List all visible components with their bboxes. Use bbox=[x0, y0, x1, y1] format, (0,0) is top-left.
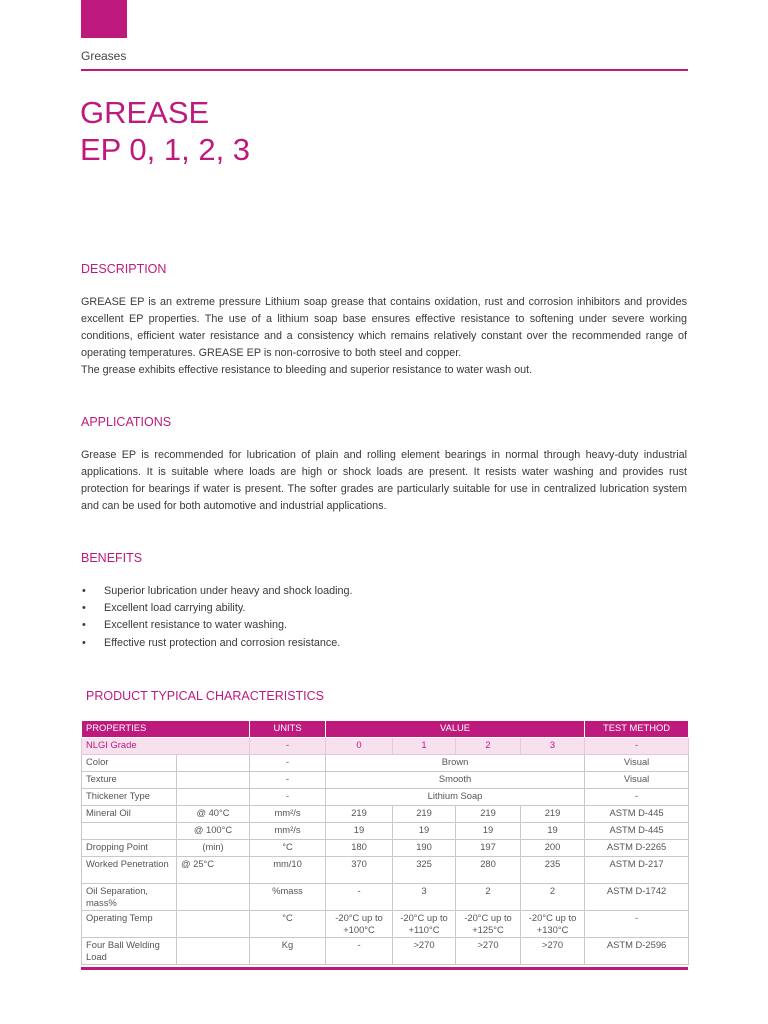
cell-value: 219 bbox=[456, 806, 521, 823]
cell-method: - bbox=[585, 911, 689, 938]
benefit-text: Superior lubrication under heavy and shock loading. bbox=[104, 585, 353, 597]
cell-value: 2 bbox=[521, 884, 585, 911]
cell-unit: Kg bbox=[250, 938, 326, 965]
benefit-item bbox=[81, 635, 353, 652]
cell-condition: @ 40°C bbox=[177, 806, 250, 823]
cell-value: Brown bbox=[326, 755, 585, 772]
cell-unit: °C bbox=[250, 840, 326, 857]
cell-value: 200 bbox=[521, 840, 585, 857]
cell-unit: - bbox=[250, 755, 326, 772]
cell-condition bbox=[177, 884, 250, 911]
cell-label: Four Ball Welding Load bbox=[82, 938, 177, 965]
brand-tab-block bbox=[81, 0, 127, 38]
cell-grade: 1 bbox=[393, 738, 456, 755]
benefits-list bbox=[81, 583, 353, 652]
cell-condition bbox=[177, 789, 250, 806]
product-title-line1: GREASE bbox=[80, 95, 210, 130]
category-label: Greases bbox=[81, 49, 127, 63]
cell-value: 19 bbox=[326, 823, 393, 840]
cell-label: Dropping Point bbox=[82, 840, 177, 857]
cell-value: 219 bbox=[326, 806, 393, 823]
characteristics-heading: PRODUCT TYPICAL CHARACTERISTICS bbox=[86, 689, 325, 703]
cell-value: -20°C up to +125°C bbox=[456, 911, 521, 938]
cell-condition: @ 25°C bbox=[177, 857, 250, 884]
cell-unit: - bbox=[250, 772, 326, 789]
cell-condition bbox=[177, 938, 250, 965]
cell-value: 325 bbox=[393, 857, 456, 884]
cell-value: >270 bbox=[521, 938, 585, 965]
cell-value: 190 bbox=[393, 840, 456, 857]
table-row-mineral-oil-40 bbox=[82, 806, 689, 823]
benefits-heading: BENEFITS bbox=[81, 551, 143, 565]
cell-label bbox=[82, 823, 177, 840]
table-header-row bbox=[82, 721, 689, 738]
cell-label: Oil Separation, mass% bbox=[82, 884, 177, 911]
applications-text bbox=[81, 447, 687, 515]
col-header-units: UNITS bbox=[250, 721, 326, 738]
table-row-oil-separation bbox=[82, 884, 689, 911]
cell-value: 370 bbox=[326, 857, 393, 884]
benefit-item bbox=[81, 600, 353, 617]
cell-label: Worked Penetration bbox=[82, 857, 177, 884]
cell-value: - bbox=[326, 884, 393, 911]
cell-value: -20°C up to +130°C bbox=[521, 911, 585, 938]
cell-method: ASTM D-445 bbox=[585, 823, 689, 840]
table-row-nlgi-grade bbox=[82, 738, 689, 755]
product-title bbox=[80, 94, 250, 168]
table-row-dropping-point bbox=[82, 840, 689, 857]
benefit-text: Effective rust protection and corrosion resistance. bbox=[104, 636, 341, 649]
cell-value: 3 bbox=[393, 884, 456, 911]
table-row-texture bbox=[82, 772, 689, 789]
col-header-value: VALUE bbox=[326, 721, 585, 738]
col-header-test-method: TEST METHOD bbox=[585, 721, 689, 738]
cell-value: 19 bbox=[393, 823, 456, 840]
cell-value: 219 bbox=[521, 806, 585, 823]
table-row-worked-penetration bbox=[82, 857, 689, 884]
table-row-color bbox=[82, 755, 689, 772]
cell-condition bbox=[177, 772, 250, 789]
cell-method: Visual bbox=[585, 772, 689, 789]
bullet: • bbox=[82, 602, 86, 615]
characteristics-table bbox=[81, 720, 689, 965]
benefit-text: Excellent load carrying ability. bbox=[104, 602, 246, 615]
cell-value: 180 bbox=[326, 840, 393, 857]
cell-value: 235 bbox=[521, 857, 585, 884]
benefit-text: Excellent resistance to water washing. bbox=[104, 619, 288, 632]
cell-label: Mineral Oil bbox=[82, 806, 177, 823]
cell-label: Thickener Type bbox=[82, 789, 177, 806]
cell-value: 280 bbox=[456, 857, 521, 884]
cell-value: Lithium Soap bbox=[326, 789, 585, 806]
cell-value: 19 bbox=[521, 823, 585, 840]
benefit-item bbox=[81, 617, 353, 634]
cell-method: ASTM D-2265 bbox=[585, 840, 689, 857]
cell-method: ASTM D-1742 bbox=[585, 884, 689, 911]
cell-condition bbox=[177, 911, 250, 938]
description-text bbox=[81, 294, 687, 379]
cell-grade: 0 bbox=[326, 738, 393, 755]
cell-unit: - bbox=[250, 738, 326, 755]
cell-label: Color bbox=[82, 755, 177, 772]
cell-unit: mm/10 bbox=[250, 857, 326, 884]
benefit-item bbox=[81, 583, 353, 600]
cell-value: >270 bbox=[456, 938, 521, 965]
cell-unit: %mass bbox=[250, 884, 326, 911]
applications-heading: APPLICATIONS bbox=[81, 415, 172, 429]
description-paragraph-1: GREASE EP is an extreme pressure Lithium soap grease that contains oxidation, rust and corrosion inhibitors and provides excellent EP properties. The use of a lithium soap base ensures effective resistance to softening under severe working conditions, efficient water resistance and a consistency which remains relatively constant over the recommended range of operating temperatures. GREASE EP is non-corrosive to both steel and copper. bbox=[81, 296, 687, 359]
cell-value: Smooth bbox=[326, 772, 585, 789]
cell-method: - bbox=[585, 789, 689, 806]
cell-unit: mm²/s bbox=[250, 823, 326, 840]
cell-label: Operating Temp bbox=[82, 911, 177, 938]
cell-value: -20°C up to +110°C bbox=[393, 911, 456, 938]
cell-method: ASTM D-445 bbox=[585, 806, 689, 823]
cell-value: 2 bbox=[456, 884, 521, 911]
cell-condition: @ 100°C bbox=[177, 823, 250, 840]
cell-label: NLGI Grade bbox=[82, 738, 250, 755]
cell-unit: °C bbox=[250, 911, 326, 938]
cell-value: 197 bbox=[456, 840, 521, 857]
cell-value: 219 bbox=[393, 806, 456, 823]
cell-label: Texture bbox=[82, 772, 177, 789]
description-heading: DESCRIPTION bbox=[81, 262, 167, 276]
col-header-properties: PROPERTIES bbox=[82, 721, 250, 738]
cell-method: Visual bbox=[585, 755, 689, 772]
header-divider bbox=[81, 69, 688, 71]
table-row-thickener bbox=[82, 789, 689, 806]
cell-condition: (min) bbox=[177, 840, 250, 857]
cell-unit: - bbox=[250, 789, 326, 806]
bullet: • bbox=[82, 585, 86, 597]
bullet: • bbox=[82, 636, 86, 649]
cell-method: - bbox=[585, 738, 689, 755]
cell-condition bbox=[177, 755, 250, 772]
cell-value: 19 bbox=[456, 823, 521, 840]
table-row-operating-temp bbox=[82, 911, 689, 938]
bullet: • bbox=[82, 619, 86, 632]
table-row-four-ball bbox=[82, 938, 689, 965]
cell-unit: mm²/s bbox=[250, 806, 326, 823]
description-paragraph-2: The grease exhibits effective resistance to bleeding and superior resistance to water wash out. bbox=[81, 364, 533, 376]
cell-method: ASTM D-2596 bbox=[585, 938, 689, 965]
cell-value: - bbox=[326, 938, 393, 965]
cell-grade: 3 bbox=[521, 738, 585, 755]
table-row-mineral-oil-100 bbox=[82, 823, 689, 840]
product-title-line2: EP 0, 1, 2, 3 bbox=[80, 132, 251, 167]
cell-method: ASTM D-217 bbox=[585, 857, 689, 884]
applications-paragraph: Grease EP is recommended for lubrication of plain and rolling element bearings in normal through heavy-duty industrial applications. It is suitable where loads are high or shock loads are present. It resists water washing and provides rust protection for bearings if water is present. The softer grades are particularly suitable for use in centralized lubrication system and can be used for both automotive and industrial applications. bbox=[81, 449, 687, 512]
table-bottom-rule bbox=[81, 967, 688, 970]
cell-value: -20°C up to +100°C bbox=[326, 911, 393, 938]
cell-value: >270 bbox=[393, 938, 456, 965]
cell-grade: 2 bbox=[456, 738, 521, 755]
